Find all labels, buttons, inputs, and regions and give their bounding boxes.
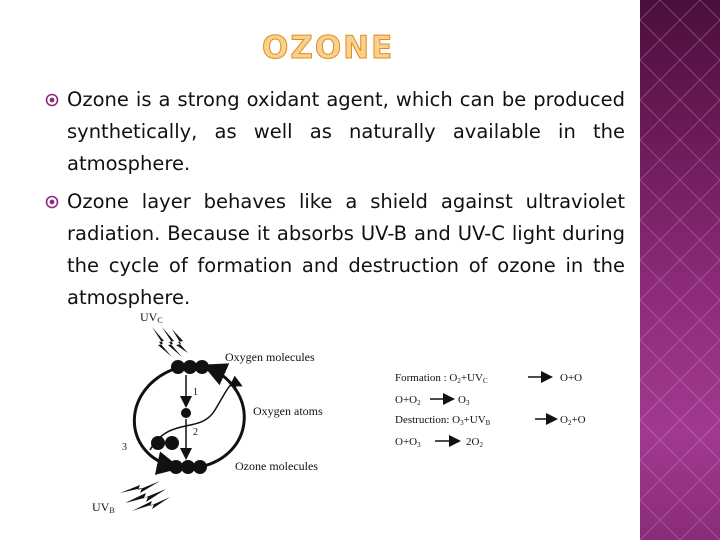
oxygen-atom xyxy=(181,408,191,418)
circled-dot-icon xyxy=(45,195,59,209)
bullet-item xyxy=(45,186,625,314)
circled-dot-icon xyxy=(45,93,59,107)
cycle-arc-left xyxy=(134,367,180,467)
oxygen-atom xyxy=(151,436,165,450)
oxygen-atom xyxy=(165,436,179,450)
equation-formation-2 xyxy=(395,394,470,407)
label-oxygen-atoms: Oxygen atoms xyxy=(253,404,323,418)
uvb-label: UVB xyxy=(92,500,115,515)
svg-text:O3: O3 xyxy=(458,394,470,407)
ozone-molecule xyxy=(181,460,195,474)
svg-text:O2+O: O2+O xyxy=(560,414,586,427)
svg-text:Formation : O2+UVC: Formation : O2+UVC xyxy=(395,372,488,385)
decorative-side-band xyxy=(640,0,720,540)
svg-text:Destruction: O3+UVB: Destruction: O3+UVB xyxy=(395,414,491,427)
bullet-text: Ozone layer behaves like a shield against ultraviolet radiation. Because it absorbs UV-B and UV-C light during the cycle of formation and destruction of ozone in the atmosphere. xyxy=(67,190,625,309)
cycle-arc-right xyxy=(200,367,244,467)
svg-text:O+O3: O+O3 xyxy=(395,436,421,449)
uvc-label: UVC xyxy=(140,310,163,325)
oxygen-molecule xyxy=(195,360,209,374)
bullet-text: Ozone is a strong oxidant agent, which can be produced synthetically, as well as naturally available in the atmosphere. xyxy=(67,88,625,175)
bullet-list xyxy=(45,84,625,320)
svg-text:2O2: 2O2 xyxy=(466,436,483,449)
lightning-bolt-icon xyxy=(120,481,170,511)
ozone-cycle-diagram xyxy=(80,305,640,530)
bullet-item xyxy=(45,84,625,180)
diamond-pattern xyxy=(640,0,720,540)
step-number: 4 xyxy=(232,380,237,391)
oxygen-molecule xyxy=(183,360,197,374)
equation-destruction-2 xyxy=(395,436,483,449)
label-oxygen-molecules: Oxygen molecules xyxy=(225,350,315,364)
svg-text:O+O: O+O xyxy=(560,372,583,384)
label-ozone-molecules: Ozone molecules xyxy=(235,459,318,473)
slide-title: OZONE xyxy=(262,30,395,66)
lightning-bolt-icon xyxy=(152,327,188,357)
step-number: 2 xyxy=(193,427,198,438)
step-number: 3 xyxy=(122,442,127,453)
step-number: 1 xyxy=(193,387,198,398)
equation-formation-1 xyxy=(395,372,582,385)
equation-destruction-1 xyxy=(395,414,586,427)
oxygen-molecule xyxy=(171,360,185,374)
svg-text:O+O2: O+O2 xyxy=(395,394,421,407)
ozone-molecule xyxy=(193,460,207,474)
ozone-molecule xyxy=(169,460,183,474)
